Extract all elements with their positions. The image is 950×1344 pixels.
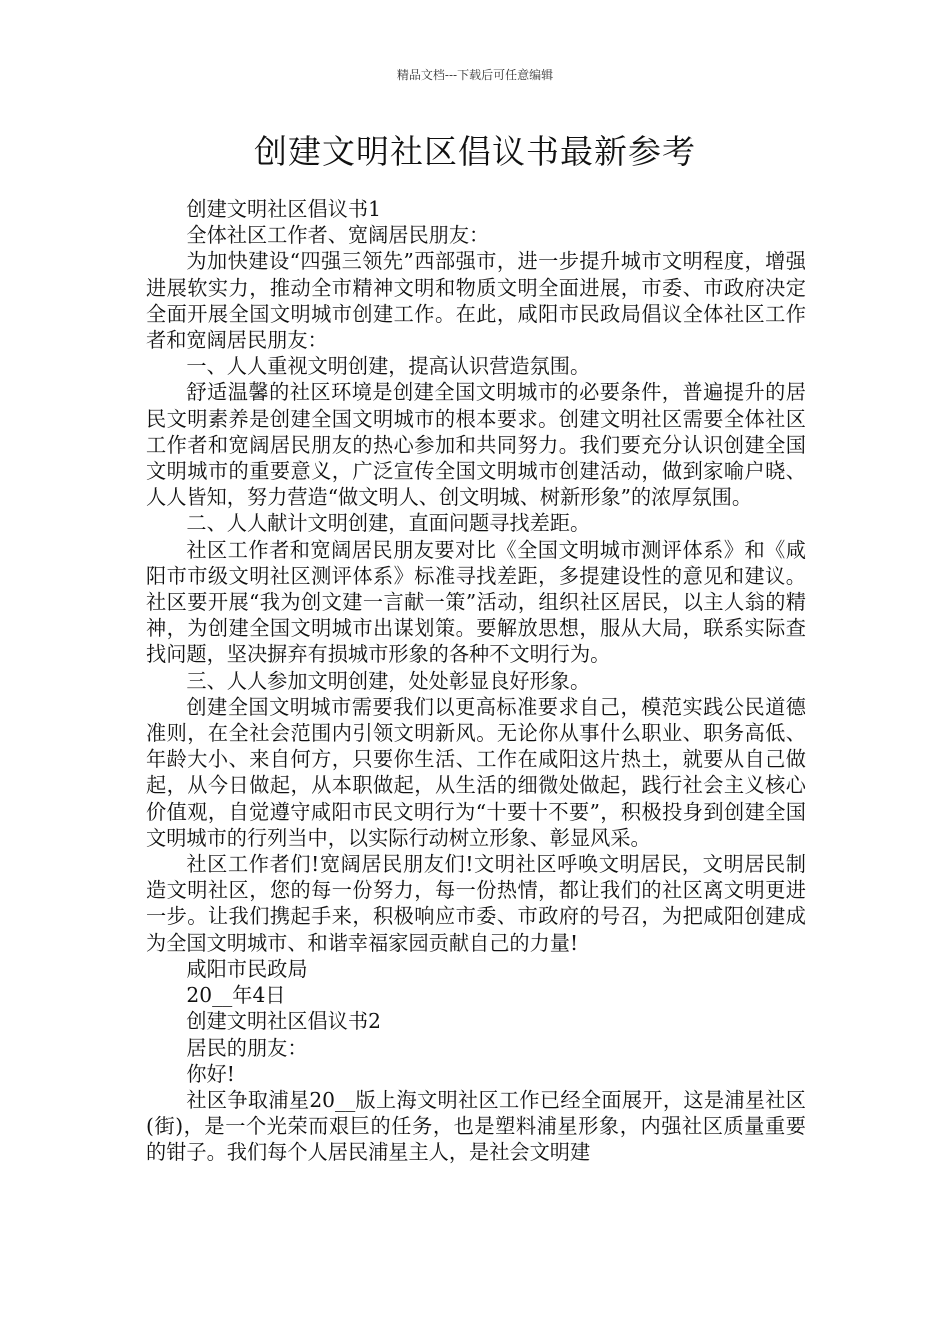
paragraph: 社区工作者和宽阔居民朋友要对比《全国文明城市测评体系》和《咸阳市市级文明社区测评体系》标准寻找差距，多提建设性的意见和建议。社区要开展“我为创文建一言献一策”活动，组织社区居民，以主人翁的精神，为创建全国文明城市出谋划策。要解放思想，服从大局，联系实际查找问题，坚决摒弃有损城市形象的各种不文明行为。 bbox=[146, 537, 806, 667]
paragraph: 舒适温馨的社区环境是创建全国文明城市的必要条件，普遍提升的居民文明素养是创建全国文明城市的根本要求。创建文明社区需要全体社区工作者和宽阔居民朋友的热心参加和共同努力。我们要充分认识创建全国文明城市的重要意义，广泛宣传全国文明城市创建活动，做到家喻户晓、人人皆知，努力营造“做文明人、创文明城、树新形象”的浓厚氛围。 bbox=[146, 380, 806, 510]
paragraph: 创建文明社区倡议书2 bbox=[186, 1009, 381, 1034]
paragraph: 二、人人献计文明创建，直面问题寻找差距。 bbox=[186, 511, 591, 536]
paragraph: 创建文明社区倡议书1 bbox=[186, 197, 381, 221]
paragraph: 全体社区工作者、宽阔居民朋友： bbox=[186, 223, 490, 248]
page-header-note: 精品文档---下载后可任意编辑 bbox=[396, 68, 554, 82]
paragraph: 创建全国文明城市需要我们以更高标准要求自己，模范实践公民道德准则，在全社会范围内引领文明新风。无论你从事什么职业、职务高低、年龄大小、来自何方，只要你生活、工作在咸阳这片热土，就要从自己做起，从今日做起，从本职做起，从生活的细微处做起，践行社会主义核心价值观，自觉遵守咸阳市民文明行为“十要十不要”，积极投身到创建全国文明城市的行列当中，以实际行动树立形象、彰显风采。 bbox=[146, 694, 806, 850]
paragraph: 社区工作者们!宽阔居民朋友们!文明社区呼唤文明居民，文明居民制造文明社区，您的每一份努力，每一份热情，都让我们的社区离文明更进一步。让我们携起手来，积极响应市委、市政府的号召，为把咸阳创建成为全国文明城市、和谐幸福家园贡献自己的力量! bbox=[146, 852, 806, 955]
paragraph: 你好! bbox=[186, 1061, 235, 1086]
document-body bbox=[146, 196, 806, 1166]
document-title: 创建文明社区倡议书最新参考 bbox=[254, 132, 696, 171]
paragraph: 社区争取浦星20__版上海文明社区工作已经全面展开，这是浦星社区(街)，是一个光荣而艰巨的任务，也是塑料浦星形象，内强社区质量重要的钳子。我们每个人居民浦星主人，是社会文明建 bbox=[146, 1087, 806, 1165]
paragraph: 一、人人重视文明创建，提高认识营造氛围。 bbox=[186, 354, 591, 379]
paragraph: 咸阳市民政局 bbox=[186, 956, 308, 981]
paragraph: 为加快建设“四强三领先”西部强市，进一步提升城市文明程度，增强进展软实力，推动全市精神文明和物质文明全面进展，市委、市政府决定全面开展全国文明城市创建工作。在此，咸阳市民政局倡议全体社区工作者和宽阔居民朋友： bbox=[146, 249, 806, 353]
paragraph: 20__年4日 bbox=[186, 983, 286, 1008]
paragraph: 居民的朋友： bbox=[186, 1035, 308, 1060]
paragraph: 三、人人参加文明创建，处处彰显良好形象。 bbox=[186, 668, 591, 693]
